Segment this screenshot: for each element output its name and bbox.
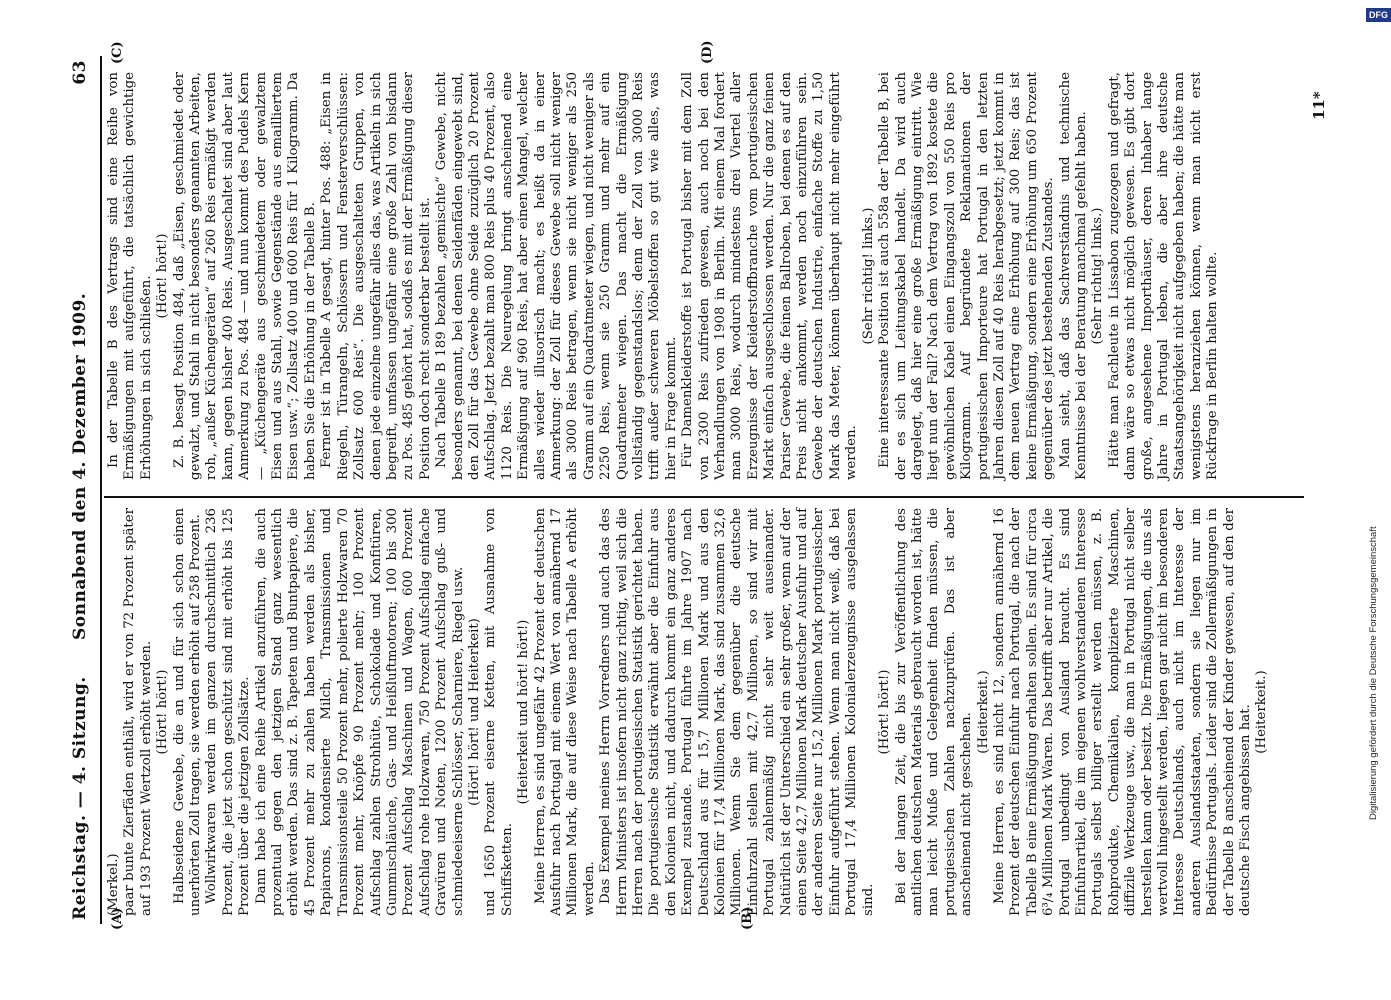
footer-mark: 11* — [1310, 91, 1328, 120]
paragraph: Bei der langen Zeit, die bis zur Veröffentlichung des amtlichen deutschen Materials gebraucht worden ist, hätte man leicht Muße und Gelegenheit finden müssen, die portugiesischen Zahlen nachzuprüfen. Das ist aber anscheinend nicht geschehen. — [893, 508, 975, 916]
right-column — [106, 72, 1222, 480]
paragraph: Nach Tabelle B 189 bezahlen „gemischte“ Gewebe, nicht besonders genannt, bei denen Seidenfäden eingewebt sind, den Zoll für das Gewebe ohne Seide zuzüglich 20 Prozent Aufschlag. Jetzt bezahlt man 800 Reis plus 40 Prozent, also 1120 Reis. Die Neuregelung bringt anscheinend eine Ermäßigung auf 960 Reis, hat aber einen Mangel, welcher alles wieder illusorisch macht; es heißt da in einer Anmerkung: der Zoll für dieses Gewebe soll nicht weniger als 3000 Reis betragen, wenn sie nicht weniger als 250 Gramm auf ein Quadratmeter wiegen, und nicht weniger als 2250 Reis, wenn sie 250 Gramm und mehr auf ein Quadratmeter wiegen. Das macht die Ermäßigung vollständig gegenstandslos; denn der Zoll von 3000 Reis trifft außer schweren Möbelstoffen so gut wie alles, was hier in Frage kommt. — [434, 72, 679, 480]
header-date: Sonnabend den 4. Dezember 1909. — [70, 292, 90, 640]
interjection: (Heiterkeit.) — [975, 670, 991, 754]
paragraph: (Merkel.) — [106, 853, 121, 916]
margin-letter-c: (C) — [110, 41, 125, 64]
paragraph: paar bunte Zierfäden enthält, wird er von 72 Prozent später auf 193 Prozent Wertzoll erhöht werden. — [122, 508, 154, 916]
paragraph: Dann habe ich eine Reihe Artikel anzuführen, die auch prozentual gegen den jetzigen Stand ganz wesentlich erhöht werden. Das sind z. B. Tapeten und Buntpapiere, die 45 Prozent mehr zu zahlen haben werden als bisher, Papiarons, kondensierte Milch, Transmissionen und Transmissionsteile 50 Prozent mehr, polierte Holzwaren 70 Prozent mehr, Knöpfe 90 Prozent mehr; 100 Prozent Aufschlag zahlen Strohhüte, Schokolade und Konfitüren, Gummischläuche, Gas- und Heißluftmotoren; 100 bis 300 Prozent Aufschlag Maschinen und Wagen, 600 Prozent Aufschlag rohe Holzwaren, 750 Prozent Aufschlag einfache Gravüren und Noten, 1200 Prozent Aufschlag guß- und schmiedeeiserne Schlösser, Scharniere, Riegel usw. — [253, 508, 466, 916]
paragraph: Man sieht, daß das Sachverständnis und technische Kenntnisse bei der Beratung manchmal gefehlt haben. — [1057, 72, 1089, 480]
margin-letter-d: (D) — [700, 40, 715, 64]
paragraph: Wollwirkwaren werden im ganzen durchschnittlich 236 Prozent, die jetzt schon geschützt sind mit erhöht bis 125 Prozent über die jetzigen Zollsätze. — [204, 508, 253, 916]
paragraph: Ferner ist in Tabelle A gesagt, hinter Pos. 488: „Eisen in Riegeln, Türangeln, Schlössern und Fensterverschlüssen: Zollsatz 600 Reis“. Die ausgeschalteten Gruppen, von denen jede einzelne ungefähr alles das, was Artikeln in sich begreift, umfassen ungefähr eine große Zahl von bisdann zu Pos. 485 gehört hat, sodaß es mit der Ermäßigung dieser Position doch recht sonderbar bestellt ist. — [319, 72, 433, 480]
paragraph: Hätte man Fachleute in Lissabon zugezogen und gefragt, dann wäre so etwas nicht möglich gewesen. Es gibt dort große, angesehene Importhäuser, deren Inhaber lange Jahre in Portugal leben, die aber ihre deutsche Staatsangehörigkeit nicht aufgegeben haben; die hätte man wenigstens heranziehen können, wenn man nicht erst Rückfrage in Berlin halten wollte. — [1106, 72, 1221, 480]
page-header — [62, 60, 98, 920]
page-number: 63 — [70, 60, 90, 85]
header-rule — [100, 56, 102, 924]
paragraph: Meine Herren, es sind nicht 12, sondern annähernd 16 Prozent der deutschen Einfuhr nach Portugal, die nach der Tabelle B eine Ermäßigung erhalten sollen. Es sind für circa 6³/₄ Millionen Mark Waren. Das betrifft aber nur Artikel, die Portugal unbedingt von Ausland braucht. Es sind Einfuhrartikel, die im eigenen wohlverstandenen Interesse Portugals selbst billiger erstellt werden müssen, z. B. Rohprodukte, Chemikalien, komplizierte Maschinen, diffizile Werkzeuge usw., die man in Portugal nicht selber herstellen kann oder besitzt. Die Ermäßigungen, die uns als wertvoll hingestellt werden, liegen gar nicht im besonderen Interesse Deutschlands, auch nicht im Interesse der anderen Auslandsstaaten, sondern sie liegen nur im Bedürfnisse Portugals. Leider sind die Zollermäßigungen in der Tabelle B anscheinend der Kinder gewesen, auf den der deutsche Fisch angebissen hat. — [991, 508, 1254, 916]
left-column — [106, 508, 1271, 916]
paragraph: Für Damenkleiderstoffe ist Portugal bisher mit dem Zoll von 2300 Reis zufrieden gewesen, auch noch bei den Verhandlungen von 1908 in Berlin. Mit einem Mal fordert man 3000 Reis, wodurch mindestens drei Viertel aller Erzeugnisse der Kleiderstoffbranche vom portugiesischen Markt einfach ausgeschlossen werden. Nur die ganz feinen Pariser Gewebe, die feinen Ballroben, bei denen es auf den Preis nicht ankommt, werden noch einzuführen sein. Gewebe der deutschen Industrie, einfache Stoffe zu 1,50 Mark das Meter, können überhaupt nicht mehr eingeführt werden. — [680, 72, 860, 480]
digitization-note: Digitalisierung gefördert durch die Deutsche Forschungsgemeinschaft — [1368, 526, 1379, 820]
interjection: (Hört! hört! und Heiterkeit) — [466, 618, 482, 806]
paragraph: Meine Herren, es sind ungefähr 42 Prozent der deutschen Ausfuhr nach Portugal mit einem Wert von annähernd 17 Millionen Mark, die auf diese Weise nach Tabelle A erhöht werden. — [532, 508, 597, 916]
header-left: Reichstag. — 4. Sitzung. — [70, 676, 90, 920]
paragraph: und 1650 Prozent eiserne Ketten, mit Ausnahme von Schiffsketten. — [483, 508, 515, 916]
interjection: (Sehr richtig! links.) — [1090, 207, 1106, 345]
paragraph: Halbseidene Gewebe, die an und für sich schon einen unerhörten Zoll tragen, sie werden erhöht auf 258 Prozent. — [171, 508, 204, 916]
interjection: (Sehr richtig! links.) — [860, 207, 876, 345]
interjection: (Heiterkeit.) — [1254, 670, 1270, 754]
interjection: (Hört! hört!) — [155, 669, 171, 755]
dfg-logo: DFG — [1366, 8, 1391, 22]
interjection: (Hört! hört!) — [155, 233, 171, 319]
column-divider — [104, 497, 1304, 499]
paragraph: Eine interessante Position ist auch 558a der Tabelle B, bei der es sich um Leitungskabel handelt. Da wird auch dargelegt, daß hier eine große Ermäßigung eintritt. Wie liegt nun der Fall? Nach dem Vertrag von 1892 kostete die gewöhnlichen Kabel einen Eingangszoll von 550 Reis pro Kilogramm. Auf begründete Reklamationen der portugiesischen Importeure hat Portugal in den letzten Jahren diesen Zoll auf 40 Reis herabgesetzt; jetzt kommt in dem neuen Vertrag eine Erhöhung auf 300 Reis; das ist keine Ermäßigung, sondern eine Erhöhung um 650 Prozent gegenüber des jetzt bestehenden Zustandes. — [877, 72, 1057, 480]
margin-letter-b: (B) — [740, 906, 755, 930]
paragraph: Das Exempel meines Herrn Vorredners und auch das des Herrn Ministers ist insofern nicht ganz richtig, weil sich die Herren nach der portugiesischen Statistik gerichtet haben. Die portugiesische Statistik erwähnt aber die Einfuhr aus den Kolonien nicht, und dadurch kommt ein ganz anderes Exempel zustande. Portugal führte im Jahre 1907 nach Deutschland aus für 15,7 Millionen Mark und aus den Kolonien für 17,4 Millionen Mark, das sind zusammen 32,6 Millionen. Wenn Sie dem gegenüber die deutsche Einfuhrzahl stellen mit 42,7 Millionen, so sind wir mit Portugal zahlenmäßig nicht sehr weit auseinander. Natürlich ist der Unterschied ein sehr großer, wenn auf der einen Seite 42,7 Millionen Mark deutscher Ausfuhr und auf der anderen Seite nur 15,2 Millionen Mark portugiesischer Einfuhr aufgeführt stehen. Wenn man nicht weiß, daß bei Portugal 17,4 Millionen Kolonialerzeugnisse ausgelassen sind. — [598, 508, 876, 916]
paragraph: In der Tabelle B des Vertrags sind eine Reihe von Ermäßigungen mit aufgeführt, die tatsächlich gewichtige Erhöhungen in sich schließen. — [106, 72, 154, 480]
margin-letter-a: (A) — [110, 907, 125, 930]
interjection: (Hört! hört!) — [877, 669, 893, 755]
paragraph: Z. B. besagt Position 484, daß „Eisen, geschmiedet oder gewalzt, und Stahl in nicht besonders genannten Arbeiten, roh, „außer Küchengeräten“ auf 260 Reis ermäßigt werden kann, gegen bisher 400 Reis. Ausgeschaltet sind aber laut Anmerkung zu Pos. 484 — und nun kommt des Pudels Kern — „Küchengeräte aus geschmiedetem oder gewalztem Eisen und aus Stahl, sowie Gegenstände aus emailliertem Eisen usw.“; Zollsatz 400 und 600 Reis für 1 Kilogramm. Da haben Sie die Erhöhung in der Tabelle B. — [171, 72, 318, 480]
interjection: (Heiterkeit und hört! hört!) — [516, 619, 532, 805]
